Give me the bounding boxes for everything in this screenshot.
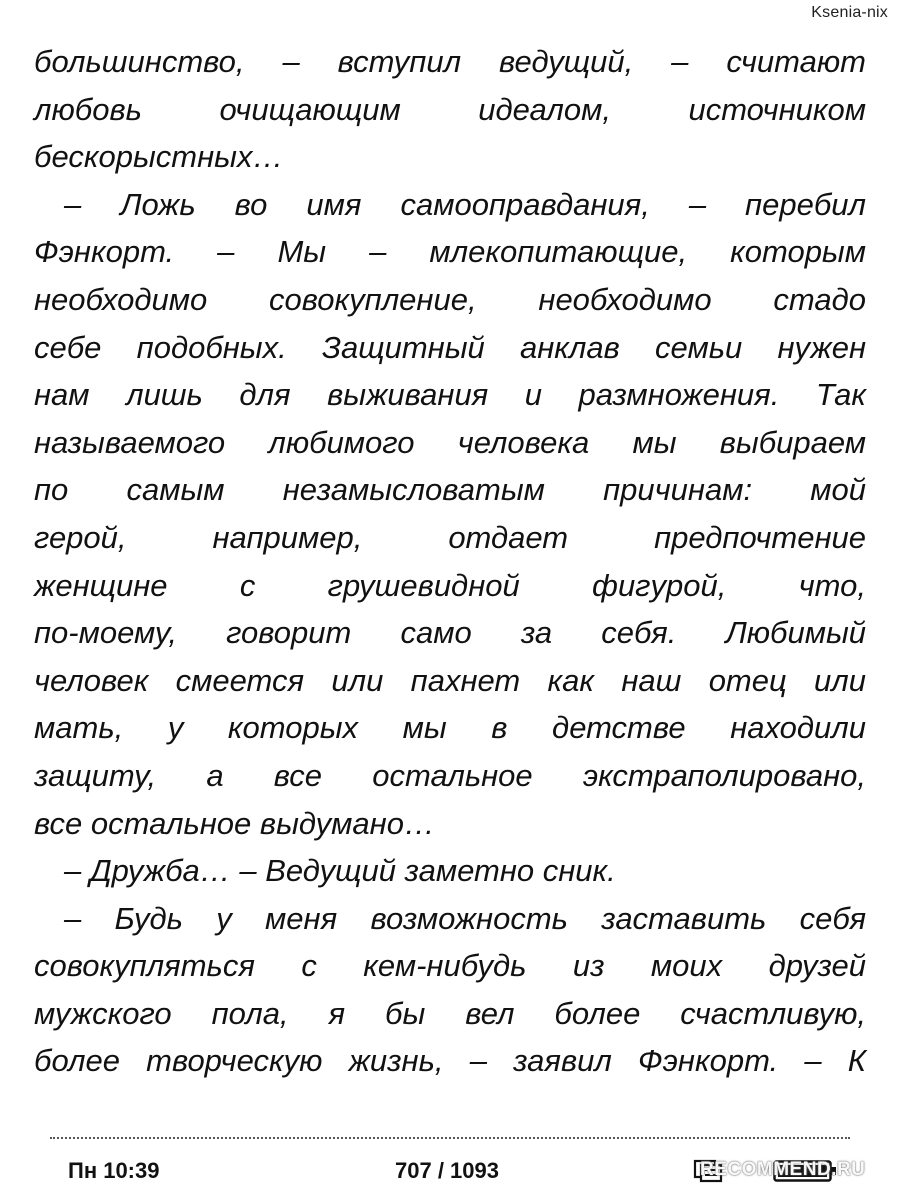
page-text [34, 38, 866, 1085]
text-line: – Будь у меня возможность заставить себя [64, 900, 866, 936]
footer-divider [50, 1137, 850, 1139]
text-line: – Ложь во имя самооправдания, – перебил [64, 186, 866, 222]
text-line: необходимо совокупление, необходимо стадо [34, 281, 866, 317]
text-line: Фэнкорт. – Мы – млекопитающие, которым [34, 234, 866, 270]
text-line: женщине с грушевидной фигурой, что, [34, 567, 866, 603]
text-line: мужского пола, я бы вел более счастливую, [34, 995, 866, 1031]
text-line: любовь очищающим идеалом, источником [34, 91, 866, 127]
text-line: совокупляться с кем-нибудь из моих друзей [34, 948, 866, 984]
text-line: мать, у которых мы в детстве находили [34, 710, 866, 746]
text-line: человек смеется или пахнет как наш отец или [34, 662, 866, 698]
status-bar [0, 1148, 900, 1190]
text-line: по-моему, говорит само за себя. Любимый [34, 615, 866, 651]
text-line: называемого любимого человека мы выбираем [34, 424, 866, 460]
text-line: нам лишь для выживания и размножения. Так [34, 377, 866, 413]
text-line: себе подобных. Защитный анклав семьи нужен [34, 329, 866, 365]
page-counter[interactable]: 707 / 1093 [395, 1158, 499, 1183]
site-watermark: RECOMMEND.RU [700, 1159, 866, 1180]
text-line: герой, например, отдает предпочтение [34, 519, 866, 555]
text-line: бескорыстных… [34, 139, 284, 175]
clock: Пн 10:39 [68, 1158, 160, 1183]
text-line: более творческую жизнь, – заявил Фэнкорт. – К [34, 1043, 866, 1079]
text-line: – Дружба… – Ведущий заметно сник. [64, 853, 616, 889]
text-line: все остальное выдумано… [34, 805, 435, 841]
watermark: Ksenia-nix [811, 4, 888, 21]
text-line: большинство, – вступил ведущий, – считают [34, 44, 866, 79]
text-line: по самым незамысловатым причинам: мой [34, 472, 866, 508]
text-line: защиту, а все остальное экстраполировано, [34, 757, 866, 793]
